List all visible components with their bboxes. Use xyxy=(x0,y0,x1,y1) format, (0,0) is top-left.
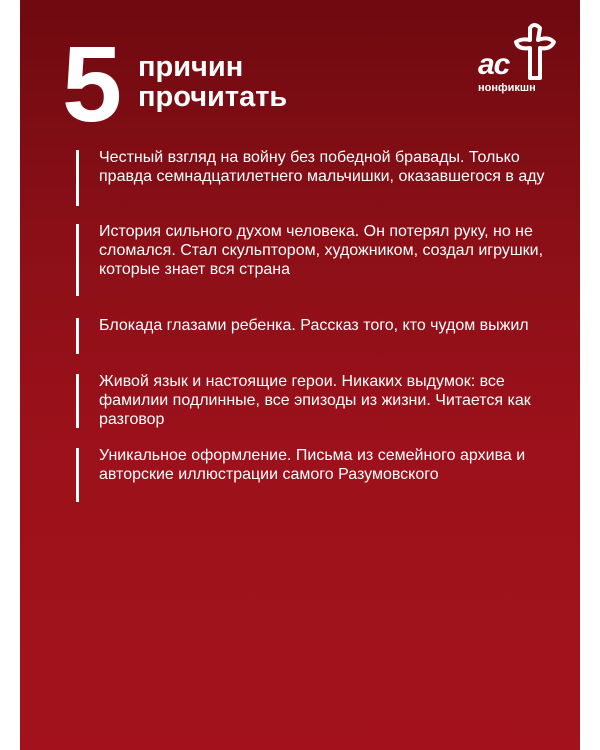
title-line-1: причин xyxy=(138,51,244,83)
reason-text: Уникальное оформление. Письма из семейного архива и авторские иллюстрации самого Разумовского xyxy=(99,447,526,483)
reason-text: Живой язык и настоящие герои. Никаких выдумок: все фамилии подлинные, все эпизоды из жизни. Читается как разговор xyxy=(99,373,531,428)
page-title xyxy=(138,52,287,112)
reason-text: История сильного духом человека. Он потерял руку, но не сломался. Стал скульптором, художником, создал игрушки, которые знает вся страна xyxy=(99,223,544,278)
publisher-logo xyxy=(478,20,558,100)
item-marker xyxy=(76,374,79,428)
reason-text: Блокада глазами ребенка. Рассказ того, кто чудом выжил xyxy=(99,317,529,334)
logo-wordmark: ас xyxy=(478,48,510,81)
logo-subtitle: нонфикшн xyxy=(478,82,536,94)
reasons-count: 5 xyxy=(62,23,121,144)
item-marker xyxy=(76,318,79,354)
item-marker xyxy=(76,448,79,502)
poster-card xyxy=(20,0,580,750)
item-marker xyxy=(76,224,79,296)
title-line-2: прочитать xyxy=(138,81,288,113)
reason-text: Честный взгляд на войну без победной бравады. Только правда семнадцатилетнего мальчишки, оказавшегося в аду xyxy=(99,149,545,185)
item-marker xyxy=(76,150,79,206)
